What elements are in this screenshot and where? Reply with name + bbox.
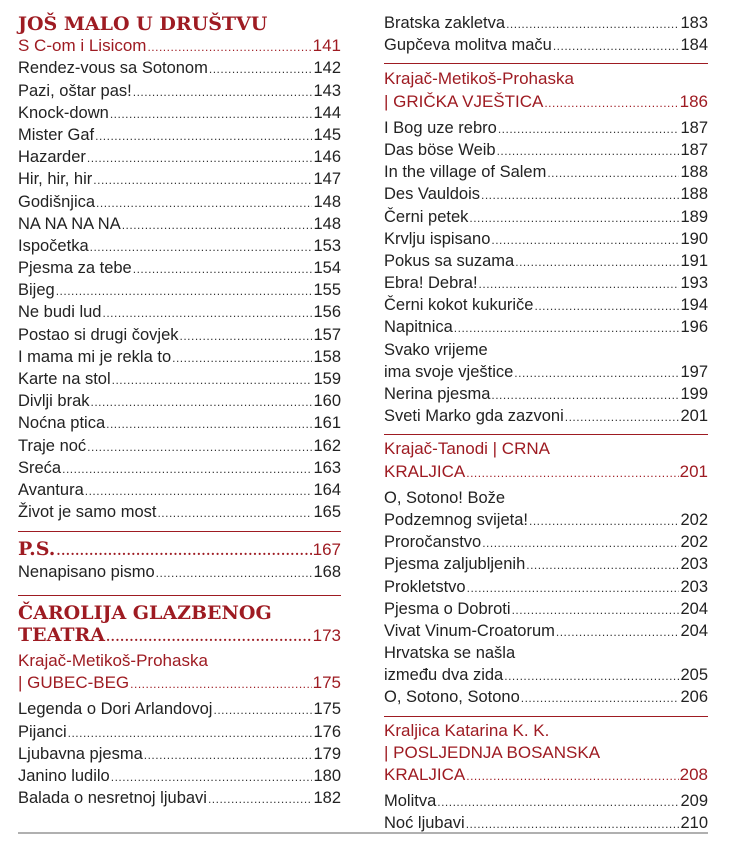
toc-entry[interactable] (384, 664, 708, 686)
entry-title: Hazarder (18, 148, 86, 167)
leader-dots (56, 280, 313, 302)
toc-entry[interactable] (384, 509, 708, 531)
toc-entry[interactable] (18, 698, 341, 720)
leader-dots (514, 362, 679, 384)
entry-page: 201 (679, 461, 708, 481)
entry-page: 162 (313, 436, 341, 455)
section-divider (384, 63, 708, 64)
leader-dots (515, 251, 679, 273)
leader-dots (497, 140, 680, 162)
entry-title: | GUBEC-BEG (18, 673, 130, 693)
leader-dots (85, 480, 313, 502)
toc-entry[interactable] (384, 34, 708, 56)
leader-dots (147, 36, 311, 58)
entry-list (384, 117, 708, 339)
entry-page: 179 (313, 744, 341, 763)
entry-page: 173 (312, 625, 341, 645)
toc-entry[interactable] (384, 686, 708, 708)
entry-page: 183 (680, 14, 708, 32)
entry-title: Gupčeva molitva maču (384, 36, 552, 55)
entry-title: Ebra! Debra! (384, 274, 478, 293)
entry-page: 204 (680, 621, 708, 640)
leader-dots (481, 184, 679, 206)
entry-page: 203 (680, 555, 708, 574)
entry-page: 147 (313, 170, 341, 189)
leader-dots (106, 413, 312, 435)
entry-title: Sveti Marko gda zazvoni (384, 407, 564, 426)
toc-entry[interactable] (18, 57, 341, 79)
leader-dots (95, 125, 312, 147)
toc-entry[interactable] (18, 435, 341, 457)
section-divider (18, 531, 341, 532)
entry-title: Godišnjica (18, 192, 96, 211)
entry-title: Napitnica (384, 318, 453, 337)
leader-dots (482, 532, 679, 554)
toc-entry[interactable] (384, 228, 708, 250)
entry-title: Hir, hir, hir (18, 170, 93, 189)
entry-title: Černi kokot kukuriče (384, 296, 534, 315)
leader-dots (466, 462, 678, 484)
entry-list (18, 561, 341, 583)
toc-entry[interactable] (18, 457, 341, 479)
entry-page: 206 (680, 688, 708, 707)
toc-entry[interactable] (384, 117, 708, 139)
left-column (18, 0, 341, 809)
entry-title: Des Vauldois (384, 185, 480, 204)
entry-title: Sreća (18, 458, 62, 477)
leader-dots (87, 147, 313, 169)
entry-title: Ispočetka (18, 236, 89, 255)
section-entry[interactable] (18, 538, 341, 560)
subsection-entry[interactable] (384, 461, 708, 483)
entry-page: 159 (313, 370, 341, 388)
leader-dots (466, 765, 678, 787)
entry-page: 148 (313, 214, 341, 233)
entry-title: Pjesma o Dobroti (384, 599, 511, 618)
entry-title: Das böse Weib (384, 140, 496, 159)
entry-page: 196 (680, 318, 708, 337)
leader-dots (87, 436, 312, 458)
leader-dots (553, 35, 680, 57)
toc-entry[interactable] (384, 790, 708, 812)
subsection-entry[interactable] (18, 35, 341, 57)
toc-entry[interactable] (384, 139, 708, 161)
toc-entry[interactable] (384, 250, 708, 272)
leader-dots (512, 599, 680, 621)
leader-dots (506, 13, 679, 35)
toc-entry[interactable] (18, 324, 341, 346)
entry-title: Krvlju ispisano (384, 229, 491, 248)
toc-entry[interactable] (18, 390, 341, 412)
entry-page: 175 (312, 673, 341, 693)
entry-page: 141 (312, 36, 341, 56)
entry-title: Avantura (18, 480, 84, 499)
leader-dots (547, 162, 679, 184)
toc-entry[interactable] (18, 743, 341, 765)
toc-entry[interactable] (18, 191, 341, 213)
entry-page: 208 (679, 765, 708, 784)
toc-entry[interactable] (18, 257, 341, 279)
section-divider (384, 434, 708, 435)
toc-entry[interactable] (384, 383, 708, 405)
toc-entry[interactable] (384, 553, 708, 575)
leader-dots (213, 699, 312, 721)
leader-dots (172, 347, 312, 369)
toc-entry[interactable] (384, 598, 708, 620)
entry-page: 209 (680, 792, 708, 811)
entry-page: 153 (313, 236, 341, 255)
toc-entry[interactable] (18, 787, 341, 809)
leader-dots (498, 118, 680, 140)
toc-entry[interactable] (384, 405, 708, 427)
entry-page: 191 (680, 251, 708, 270)
section-title: ČAROLIJA GLAZBENOG (18, 601, 272, 624)
leader-dots (62, 458, 312, 480)
entry-page: 175 (313, 700, 341, 719)
entry-title: KRALJICA (384, 461, 466, 481)
leader-dots (144, 744, 313, 766)
subsection-title: Krajač-Metikoš-Prohaska (384, 69, 574, 89)
leader-dots (208, 788, 313, 810)
toc-entry[interactable] (18, 346, 341, 368)
toc-entry[interactable] (384, 12, 708, 34)
entry-title: TEATRA (18, 623, 105, 646)
entry-page: 182 (313, 789, 341, 808)
entry-title: Pijanci (18, 722, 67, 741)
entry-title: Život je samo most (18, 503, 157, 522)
toc-entry[interactable] (18, 213, 341, 235)
entry-list (384, 383, 708, 427)
entry-page: 168 (313, 562, 341, 581)
entry-title: Karte na stol (18, 370, 111, 388)
leader-dots (565, 406, 680, 428)
toc-entry[interactable] (18, 721, 341, 743)
entry-title: Janino ludilo (18, 767, 110, 785)
toc-entry[interactable] (18, 501, 341, 523)
entry-page: 184 (680, 36, 708, 55)
bottom-rule (18, 832, 708, 834)
leader-dots (157, 502, 312, 524)
entry-page: 145 (313, 125, 341, 144)
entry-title: Balada o nesretnoj ljubavi (18, 789, 207, 808)
entry-title: Bijeg (18, 281, 55, 300)
entry-title-line: Hrvatska se našla (384, 644, 516, 663)
entry-title: Divlji brak (18, 392, 90, 411)
toc-entry[interactable] (18, 146, 341, 168)
entry-title: Ljubavna pjesma (18, 744, 143, 763)
leader-dots (491, 229, 679, 251)
subsection-entry[interactable] (384, 91, 708, 113)
right-column (384, 0, 708, 835)
entry-page: 190 (680, 229, 708, 248)
entry-list (18, 698, 341, 809)
entry-page: 161 (313, 414, 341, 433)
entry-page: 202 (680, 510, 708, 529)
leader-dots (556, 621, 680, 643)
entry-title: Vivat Vinum-Croatorum (384, 621, 555, 640)
toc-entry[interactable] (384, 272, 708, 294)
entry-title: I Bog uze rebro (384, 118, 497, 137)
entry-page: 163 (313, 458, 341, 477)
entry-title: Pjesma zaljubljenih (384, 555, 526, 574)
leader-dots (469, 207, 679, 229)
entry-page: 204 (680, 599, 708, 618)
entry-page: 202 (680, 533, 708, 552)
toc-entry[interactable] (384, 206, 708, 228)
entry-list (384, 12, 708, 56)
entry-title: KRALJICA (384, 765, 466, 784)
toc-entry[interactable] (18, 102, 341, 124)
leader-dots (133, 258, 313, 280)
toc-entry[interactable] (384, 531, 708, 553)
leader-dots (437, 791, 679, 813)
entry-title: NA NA NA NA (18, 214, 121, 233)
entry-title: Rendez-vous sa Sotonom (18, 59, 208, 78)
entry-list (18, 57, 341, 523)
leader-dots (56, 540, 311, 562)
entry-page: 203 (680, 577, 708, 596)
entry-list (384, 790, 708, 834)
leader-dots (479, 273, 680, 295)
entry-title-line: O, Sotono! Bože (384, 488, 506, 507)
toc-entry[interactable] (384, 576, 708, 598)
subsection-title: | POSLJEDNJA BOSANSKA (384, 742, 601, 762)
entry-page: 180 (313, 767, 341, 785)
subsection-entry[interactable] (384, 764, 708, 786)
entry-title: I mama mi je rekla to (18, 347, 172, 366)
toc-entry[interactable] (18, 412, 341, 434)
entry-title: Podzemnog svijeta! (384, 510, 528, 529)
entry-title: Prokletstvo (384, 577, 466, 596)
entry-title: Nerina pjesma (384, 385, 491, 403)
toc-entry[interactable] (18, 368, 341, 390)
toc-entry[interactable] (18, 124, 341, 146)
entry-title: Proročanstvo (384, 533, 482, 552)
toc-entry[interactable] (18, 765, 341, 787)
section-title: JOŠ MALO U DRUŠTVU (18, 13, 268, 35)
entry-page: 189 (680, 207, 708, 226)
leader-dots (529, 510, 679, 532)
toc-entry[interactable] (18, 561, 341, 583)
toc-entry[interactable] (384, 183, 708, 205)
entry-title: Traje noć (18, 436, 87, 455)
toc-entry[interactable] (384, 620, 708, 642)
entry-page: 157 (313, 325, 341, 344)
entry-page: 188 (680, 163, 708, 182)
toc-entry[interactable] (18, 301, 341, 323)
entry-title: između dva zida (384, 666, 504, 685)
leader-dots (90, 236, 313, 258)
leader-dots (156, 562, 313, 584)
entry-title: Pjesma za tebe (18, 259, 132, 278)
entry-page: 144 (313, 103, 341, 122)
entry-page: 210 (680, 814, 708, 833)
leader-dots (521, 687, 680, 709)
leader-dots (122, 214, 313, 236)
entry-page: 143 (313, 81, 341, 100)
entry-page: 167 (312, 540, 341, 560)
leader-dots (504, 665, 679, 687)
entry-page: 142 (313, 59, 341, 78)
entry-page: 156 (313, 303, 341, 322)
entry-title: Legenda o Dori Arlandovoj (18, 700, 213, 719)
entry-title: | GRIČKA VJEŠTICA (384, 91, 544, 111)
leader-dots (68, 722, 313, 744)
entry-title: In the village of Salem (384, 163, 547, 182)
entry-title: Knock-down (18, 103, 109, 122)
leader-dots (534, 295, 679, 317)
entry-title: Molitva (384, 792, 437, 811)
entry-title: P.S. (18, 538, 56, 561)
entry-title: Noćna ptica (18, 414, 106, 433)
leader-dots (491, 384, 679, 406)
section-entry[interactable] (18, 624, 341, 646)
entry-title: Pokus sa suzama (384, 251, 515, 270)
entry-page: 187 (680, 140, 708, 159)
entry-title: S C-om i Lisicom (18, 36, 147, 56)
entry-title: ima svoje vještice (384, 362, 514, 381)
entry-title: Pazi, oštar pas! (18, 81, 132, 100)
entry-page: 148 (313, 192, 341, 211)
entry-title: O, Sotono, Sotono (384, 688, 520, 707)
entry-title: Černi petek (384, 207, 469, 226)
leader-dots (112, 369, 313, 391)
entry-list (384, 686, 708, 708)
subsection-title: Krajač-Metikoš-Prohaska (18, 651, 208, 671)
leader-dots (180, 325, 313, 347)
entry-page: 165 (313, 503, 341, 522)
leader-dots (106, 626, 312, 648)
section-divider (18, 595, 341, 596)
entry-page: 194 (680, 296, 708, 315)
entry-page: 193 (680, 274, 708, 293)
toc-entry[interactable] (18, 479, 341, 501)
leader-dots (526, 554, 679, 576)
leader-dots (111, 766, 313, 788)
leader-dots (91, 391, 313, 413)
entry-title: Bratska zakletva (384, 14, 506, 32)
entry-page: 186 (679, 91, 708, 111)
toc-entry[interactable] (18, 235, 341, 257)
entry-list (384, 531, 708, 642)
entry-title: Nenapisano pismo (18, 562, 155, 581)
toc-entry[interactable] (18, 279, 341, 301)
entry-page: 146 (313, 148, 341, 167)
section-divider (384, 716, 708, 717)
toc-entry[interactable] (384, 161, 708, 183)
leader-dots (544, 92, 678, 114)
leader-dots (96, 192, 312, 214)
leader-dots (102, 302, 312, 324)
leader-dots (454, 317, 680, 339)
leader-dots (133, 81, 313, 103)
entry-page: 205 (680, 666, 708, 685)
entry-title: Noć ljubavi (384, 814, 465, 833)
entry-title-line: Svako vrijeme (384, 340, 488, 359)
toc-entry[interactable] (18, 80, 341, 102)
entry-title: Postao si drugi čovjek (18, 325, 179, 344)
entry-title: Ne budi lud (18, 303, 102, 322)
entry-title: Mister Gaf (18, 125, 95, 144)
entry-page: 188 (680, 185, 708, 204)
toc-entry[interactable] (18, 168, 341, 190)
entry-page: 158 (313, 347, 341, 366)
leader-dots (110, 103, 313, 125)
entry-page: 160 (313, 392, 341, 411)
entry-page: 199 (680, 385, 708, 403)
leader-dots (93, 169, 312, 191)
entry-page: 155 (313, 281, 341, 300)
subsection-title: Krajač-Tanodi | CRNA (384, 439, 550, 459)
leader-dots (209, 58, 313, 80)
leader-dots (130, 673, 311, 695)
entry-page: 201 (680, 407, 708, 426)
toc-entry[interactable] (384, 294, 708, 316)
entry-page: 154 (313, 259, 341, 278)
toc-entry[interactable] (384, 316, 708, 338)
leader-dots (467, 577, 680, 599)
entry-page: 197 (680, 362, 708, 381)
entry-page: 176 (313, 722, 341, 741)
entry-page: 164 (313, 480, 341, 499)
subsection-entry[interactable] (18, 672, 341, 694)
entry-page: 187 (680, 118, 708, 137)
toc-entry[interactable] (384, 361, 708, 383)
subsection-title: Kraljica Katarina K. K. (384, 720, 550, 740)
